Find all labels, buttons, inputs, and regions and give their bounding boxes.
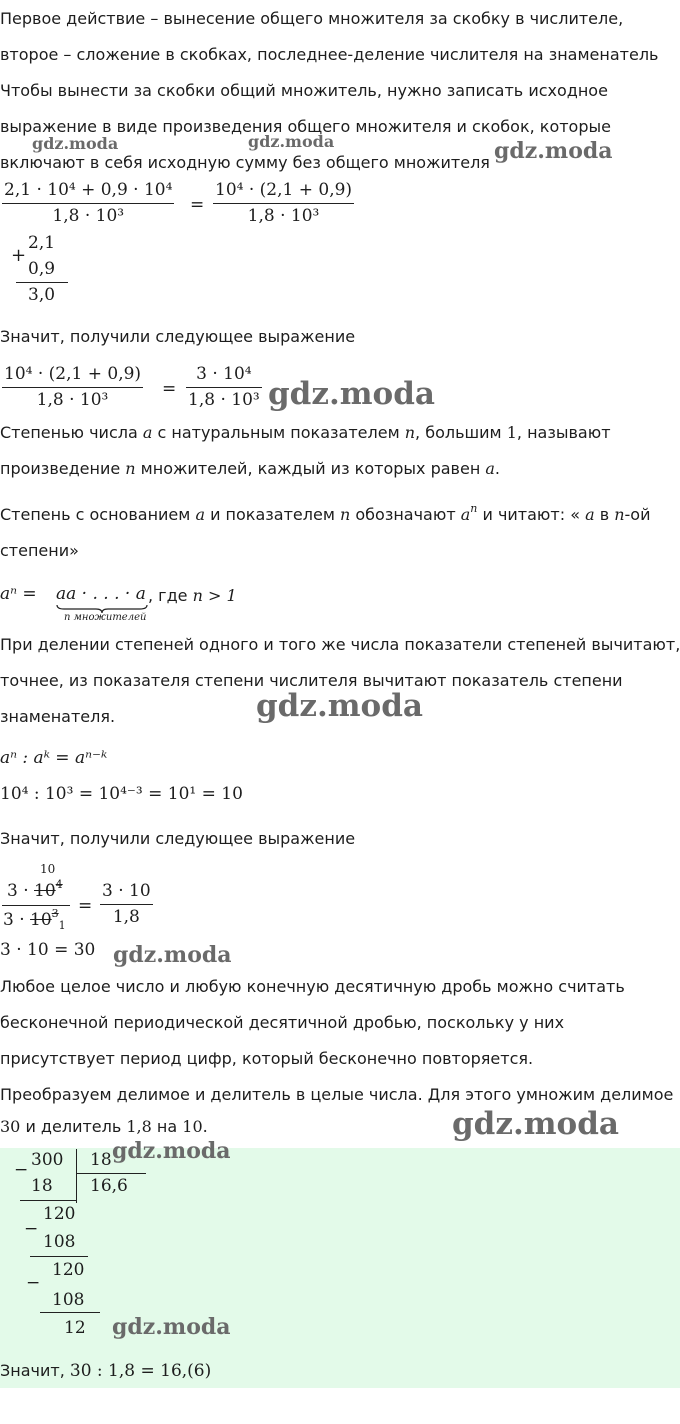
text-line: выражение в виде произведения общего множителя и скобок, которые (0, 117, 611, 136)
numerator: 3 · 10 (102, 881, 151, 901)
formula: 10⁴ : 10³ = 10⁴⁻³ = 10¹ = 10 (0, 784, 243, 804)
addend: 0,9 (28, 259, 56, 279)
denominator: 1,8 · 10³ (52, 206, 125, 226)
minus-sign: − (24, 1219, 39, 1239)
addend: 2,1 (28, 233, 56, 253)
fraction (186, 364, 262, 410)
text-line: Преобразуем делимое и делитель в целые числа. Для этого умножим делимое (0, 1085, 674, 1104)
formula: aa · . . . · a (56, 584, 146, 604)
equals-sign: = (78, 896, 93, 916)
remainder: 120 (52, 1260, 85, 1280)
watermark: gdz.moda (32, 134, 119, 153)
fraction (213, 180, 354, 226)
subtract-line (40, 1312, 100, 1313)
denominator: 1,8 · 10³ (188, 390, 260, 410)
formula: 3 · 10 = 30 (0, 940, 96, 960)
sum-line (16, 282, 68, 283)
text-line: Любое целое число и любую конечную десятичную дробь можно считать (0, 977, 625, 996)
equals-sign: = (162, 379, 177, 399)
text-line: Значит, получили следующее выражение (0, 829, 356, 848)
fraction-bar (100, 904, 153, 905)
text-line: второе – сложение в скобках, последнее-деление числителя на знаменатель (0, 45, 659, 64)
text-line: степени» (0, 541, 79, 560)
text-line: Первое действие – вынесение общего множителя за скобку в числителе, (0, 9, 624, 28)
formula: aⁿ = (0, 584, 37, 604)
watermark: gdz.moda (268, 376, 435, 412)
division-bracket (76, 1173, 146, 1174)
division-bracket (76, 1149, 77, 1203)
subtrahend: 108 (43, 1232, 76, 1252)
fraction-bar (2, 387, 143, 388)
text-line: точнее, из показателя степени числителя вычитают показатель степени (0, 671, 623, 690)
numerator: 2,1 · 10⁴ + 0,9 · 10⁴ (4, 180, 173, 200)
formula: aⁿ : aᵏ = aⁿ⁻ᵏ (0, 748, 108, 768)
watermark: gdz.moda (256, 688, 423, 724)
underbrace-label: n множителей (64, 612, 147, 623)
fraction (2, 180, 174, 226)
quotient: 16,6 (90, 1176, 128, 1196)
numerator: 10⁴ · (2,1 + 0,9) (215, 180, 353, 200)
minus-sign: − (14, 1160, 29, 1180)
numerator: 3 · 10⁴ (196, 364, 252, 384)
fraction (100, 881, 153, 927)
watermark: gdz.moda (112, 1314, 231, 1340)
watermark: gdz.moda (452, 1106, 619, 1142)
text-line: Чтобы вынести за скобки общий множитель, нужно записать исходное (0, 81, 608, 100)
text-line: произведение n множителей, каждый из которых равен a. (0, 459, 500, 478)
denominator: $3 \cdot 10^3_1$ (3, 907, 66, 932)
denominator: 1,8 · 10³ (36, 390, 109, 410)
divisor: 18 (90, 1150, 112, 1170)
fraction-bar (213, 203, 354, 204)
fraction (2, 364, 143, 410)
denominator: 1,8 (112, 907, 140, 927)
text-line: присутствует период цифр, который бесконечно повторяется. (0, 1049, 534, 1068)
subtract-line (20, 1200, 76, 1201)
numerator: 10⁴ · (2,1 + 0,9) (4, 364, 142, 384)
text-line: Степень с основанием a и показателем n обозначают $a^n$ и читают: « a в n-ой (0, 502, 651, 524)
remainder: 12 (64, 1318, 86, 1338)
fraction-bar (186, 387, 262, 388)
text-line: Значит, получили следующее выражение (0, 327, 356, 346)
watermark: gdz.moda (248, 132, 335, 151)
text-line: включают в себя исходную сумму без общего множителя (0, 153, 490, 172)
text-line: , где n > 1 (148, 586, 237, 605)
denominator: 1,8 · 10³ (247, 206, 320, 226)
watermark: gdz.moda (494, 138, 613, 164)
text-line: 30 и делитель 1,8 на 10. (0, 1117, 208, 1136)
minus-sign: − (26, 1273, 41, 1293)
numerator: $3 \cdot 10^4$ (7, 878, 63, 901)
fraction-bar (2, 203, 174, 204)
watermark: gdz.moda (113, 942, 232, 968)
remainder: 120 (43, 1204, 76, 1224)
subtrahend: 108 (52, 1290, 85, 1310)
subtrahend: 18 (31, 1176, 53, 1196)
fraction-bar (2, 905, 70, 906)
text-line: знаменателя. (0, 707, 116, 726)
watermark: gdz.moda (112, 1138, 231, 1164)
text-line: Значит, 30 : 1,8 = 16,(6) (0, 1361, 212, 1381)
subtract-line (30, 1256, 88, 1257)
equals-sign: = (190, 195, 205, 215)
dividend: 300 (31, 1150, 64, 1170)
cancel-result: 10 (40, 862, 56, 876)
plus-sign: + (11, 245, 27, 266)
text-line: При делении степеней одного и того же числа показатели степеней вычитают, (0, 635, 680, 654)
text-line: Степенью числа a с натуральным показателем n, большим 1, называют (0, 423, 611, 442)
sum: 3,0 (28, 285, 56, 305)
text-line: бесконечной периодической десятичной дробью, поскольку у них (0, 1013, 565, 1032)
